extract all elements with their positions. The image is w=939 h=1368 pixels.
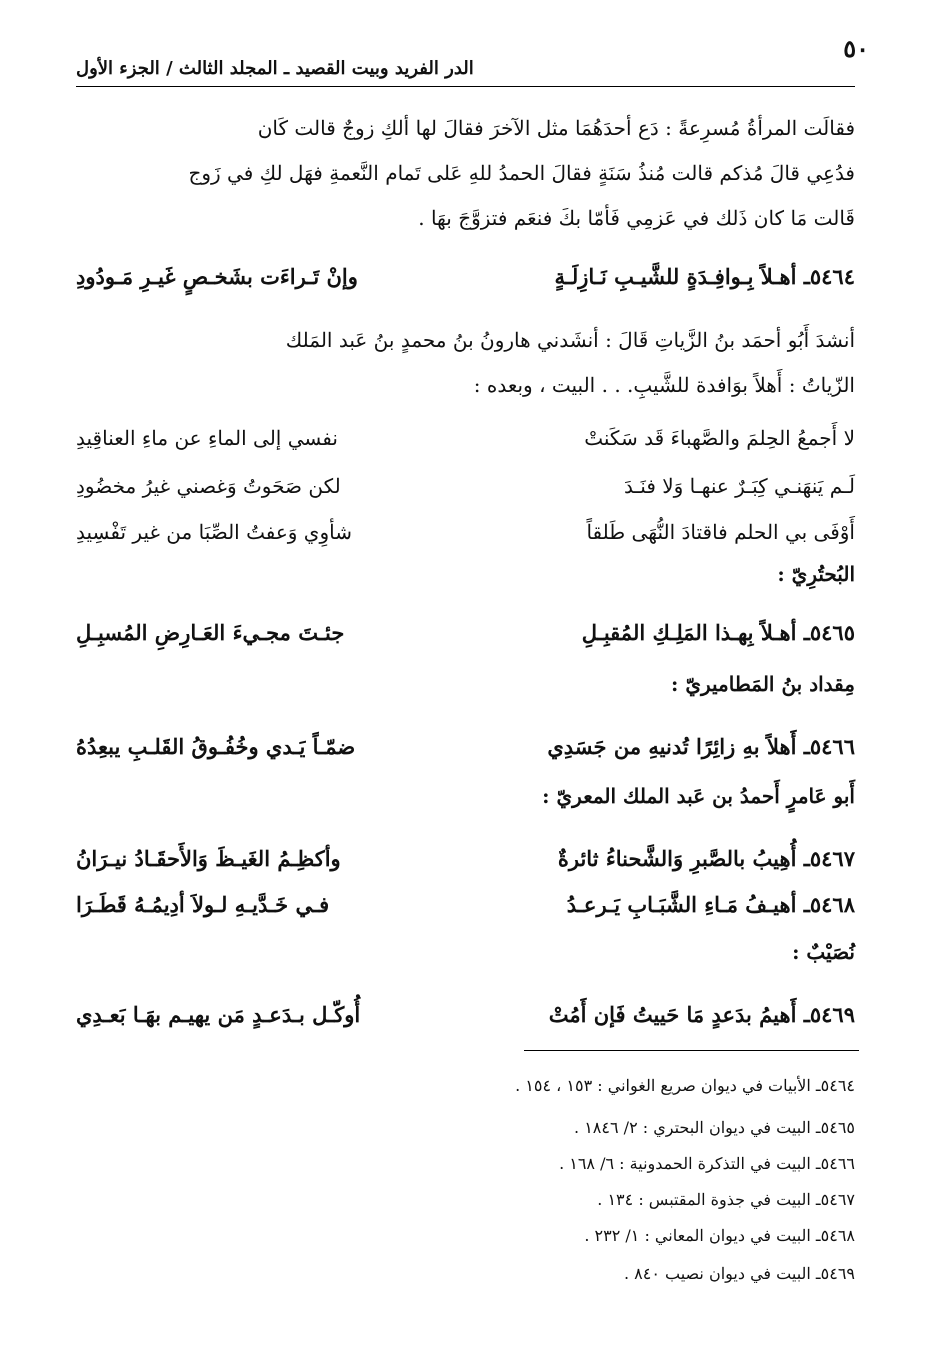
footnote-5467: ٥٤٦٧ـ البيت في جذوة المقتبس : ١٣٤ .: [597, 1190, 855, 1209]
prose-paragraph-1: [76, 106, 855, 241]
verse-hemistich-2: أُوكّـل بـدَعـدٍ مَن يهيـم بهَـا بَعـدِي: [76, 1001, 361, 1027]
verse-light-3: [76, 512, 855, 552]
verse-hemistich-1: لَـم يَنهَنـي كِبَـرٌ عنهـا وَلا فنَـدَ: [623, 474, 855, 498]
attribution-nusaib: نُصَيْبٌ :: [792, 940, 855, 964]
footnote-5465: ٥٤٦٥ـ البيت في ديوان البحتري : ٢/ ١٨٤٦ .: [574, 1118, 855, 1137]
prose-line: فدُعِي قالَ مُذكم قالت مُنذُ سَنَةٍ فقالَ الحمدُ للهِ عَلى تَمام النَّعمةِ فهَل لكِ في زَوج: [188, 161, 855, 185]
verse-hemistich-2: جئـتَ مجـيءَ العَـارِضِ المُسبِـلِ: [76, 619, 345, 645]
verse-hemistich-2: لكن صَحَوتُ وَغصني غيرُ مخضُودِ: [76, 474, 341, 498]
verse-5468: [76, 884, 855, 924]
footnote-5468: ٥٤٦٨ـ البيت في ديوان المعاني : ١/ ٢٣٢ .: [584, 1226, 855, 1245]
verse-hemistich-1: لا أَجمعُ الحِلمَ والصَّهباءَ قَد سَكَنتْ: [584, 426, 855, 450]
footnote-5469: ٥٤٦٩ـ البيت في ديوان نصيب ٨٤٠ .: [623, 1264, 855, 1283]
page-number: ٥٠: [843, 34, 869, 63]
verse-5469: [76, 994, 855, 1034]
verse-hemistich-1: أَوْفَى بي الحلم فاقتادَ النُّهَى طَلقاً: [586, 520, 855, 544]
verse-5465: [76, 612, 855, 652]
verse-5464: [76, 256, 855, 296]
verse-hemistich-1: ٥٤٦٤ـ أهـلاً بِـوافِـدَةٍ للشَّيـبِ نَـازِلَـةٍ: [554, 263, 855, 289]
prose-line: قَالت مَا كان ذَلك في عَزمِي فَأمّا بكَ فنعَم فتزوَّجَ بهَا .: [418, 206, 855, 230]
header-rule: [76, 86, 855, 87]
verse-hemistich-1: ٥٤٦٥ـ أهـلاً بِهـذا المَلِـكِ المُقبِـلِ: [581, 619, 855, 645]
verse-hemistich-1: ٥٤٦٨ـ أهيـفُ مَـاءِ الشَّبَـابِ يَـرعـدُ: [566, 891, 855, 917]
verse-hemistich-2: فـي خَـدَّيـهِ لـولاَ أدِيمُـهُ قَطَـرَا: [76, 891, 330, 917]
verse-5466: [76, 726, 855, 766]
footnote-5464: ٥٤٦٤ـ الأبيات في ديوان صريع الغواني : ١٥٣ ، ١٥٤ .: [515, 1076, 855, 1095]
prose-paragraph-2: [76, 318, 855, 408]
verse-hemistich-2: شأوِي وَعفتُ الصِّبَا من غير تَفْسِيدِ: [76, 520, 352, 544]
verse-hemistich-1: ٥٤٦٦ـ أَهلاً بهِ زائِرًا تُدنيهِ من جَسَدِي: [547, 733, 855, 759]
verse-hemistich-2: وإنْ تَـراءَت بشَخـصٍ غَيـرِ مَـودُودِ: [76, 263, 358, 289]
footnote-rule: [524, 1050, 859, 1051]
prose-line: فقالَت المرأةُ مُسرِعةً : دَع أحدَهُمَا مثل الآخرَ فقالَ لها ألكِ زوجٌ قالت كَان: [257, 116, 855, 140]
attribution-abu-amir: أَبو عَامرٍ أَحمدُ بن عَبد الملك المعريّ :: [542, 784, 855, 808]
attribution-buhturi: البُحتُرِيّ :: [777, 562, 855, 586]
verse-hemistich-2: وأكظِـمُ الغَيـظَ وَالأَحقَـادُ نيـرَانُ: [76, 845, 341, 871]
verse-hemistich-1: ٥٤٦٩ـ أَهيمُ بدَعدٍ مَا حَييتُ فَإن أَمُتْ: [548, 1001, 855, 1027]
running-head: الدر الفريد وبيت القصيد ـ المجلد الثالث / الجزء الأول: [76, 58, 474, 79]
footnote-5466: ٥٤٦٦ـ البيت في التذكرة الحمدونية : ٦/ ١٦٨ .: [559, 1154, 855, 1173]
verse-light-1: [76, 418, 855, 458]
prose-line: أنشدَ أَبُو أحمَد بنُ الزَّياتِ قَالَ : أنشَدني هارونُ بنُ محمدٍ بنُ عَبد المَلك: [285, 328, 855, 352]
verse-5467: [76, 838, 855, 878]
attribution-miqdad: مِقداد بنُ المَطاميريّ :: [670, 672, 855, 696]
verse-hemistich-2: نفسي إلى الماءِ عن ماءِ العناقِيدِ: [76, 426, 338, 450]
verse-hemistich-2: ضمّـاً يَـدي وخُفُـوقُ القَلـبِ يبعِدُهُ: [76, 733, 356, 759]
verse-light-2: [76, 466, 855, 506]
verse-hemistich-1: ٥٤٦٧ـ أُهِيبُ بالصَّبرِ وَالشَّحناءُ ثائرةٌ: [557, 845, 855, 871]
prose-line: الزّياتُ : أَهلاً بوَافدة للشَّيبِ. . . البيت ، وبعده :: [473, 373, 855, 397]
